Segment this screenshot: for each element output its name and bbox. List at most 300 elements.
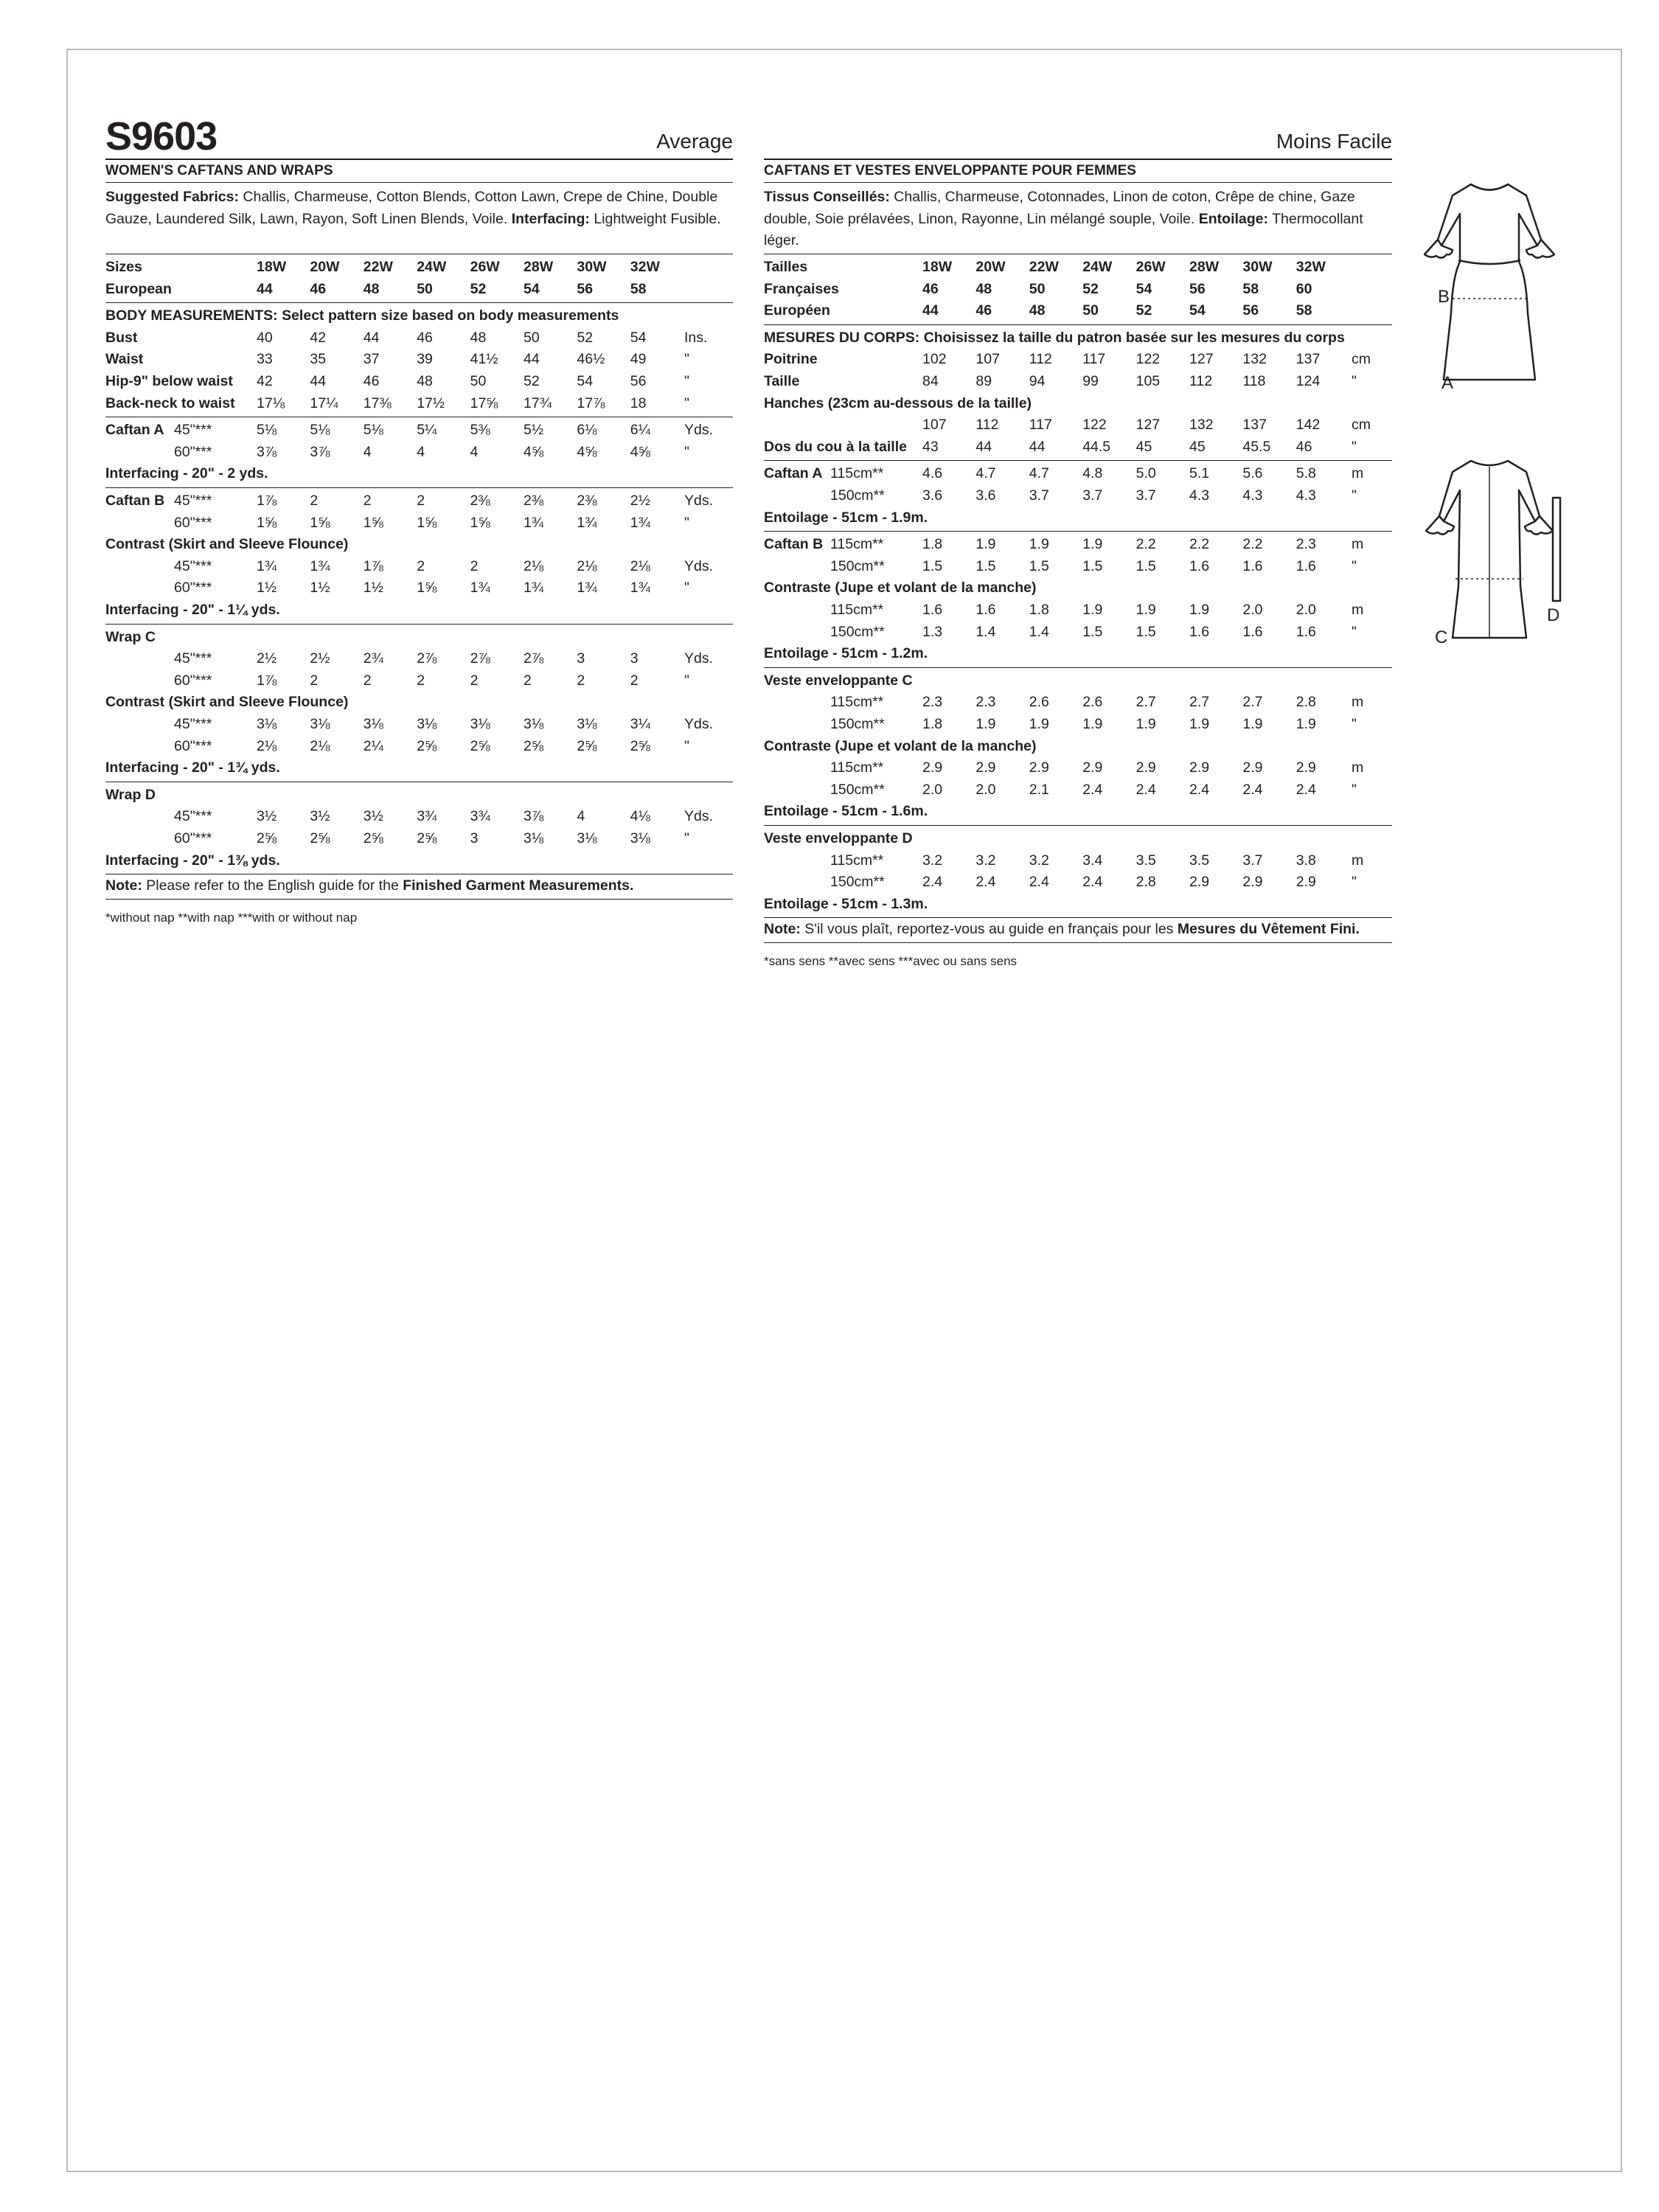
size-value: 40: [257, 329, 273, 346]
row-label: Contraste (Jupe et volant de la manche): [764, 580, 1037, 597]
row-label: BODY MEASUREMENTS: Select pattern size based on body measurements: [105, 307, 619, 324]
size-value: 54: [577, 373, 594, 389]
size-value: 2⅛: [630, 557, 650, 574]
size-value: 2.4: [975, 874, 996, 891]
unit-label: ": [1352, 557, 1357, 574]
size-value: 2⅞: [470, 650, 490, 667]
page-border: [66, 49, 1622, 2172]
size-value: 2⅝: [630, 737, 650, 754]
size-value: 3.6: [975, 487, 996, 504]
row-label: Interfacing - 20" - 2 yds.: [105, 465, 268, 482]
row-label: Contrast (Skirt and Sleeve Flounce): [105, 694, 349, 711]
fabrics-paragraph: [105, 187, 733, 230]
fabric-width: 60"***: [174, 737, 212, 754]
size-value: 2.9: [1242, 874, 1263, 891]
divider: [105, 624, 733, 625]
size-value: 58: [1295, 302, 1312, 319]
size-value: 1¾: [524, 514, 544, 531]
size-value: 17⅛: [257, 394, 285, 411]
row-label: Caftan B: [105, 493, 165, 509]
size-value: 52: [1135, 302, 1152, 319]
size-value: 3¾: [470, 808, 490, 825]
size-value: 2: [577, 672, 585, 689]
difficulty-level: Average: [656, 130, 733, 153]
divider: [105, 302, 733, 303]
size-value: 2.3: [975, 694, 996, 711]
size-value: 44: [922, 302, 939, 319]
size-value: 3¼: [630, 716, 650, 732]
size-value: 99: [1082, 373, 1099, 389]
size-value: 39: [417, 351, 433, 368]
size-value: 50: [1029, 280, 1046, 297]
size-value: 50: [1082, 302, 1099, 319]
size-value: 2½: [257, 650, 277, 667]
row-label: Bust: [105, 329, 138, 346]
size-value: 2⅛: [257, 737, 277, 754]
size-value: 2⅞: [417, 650, 437, 667]
divider: [105, 159, 733, 160]
size-value: 1⅝: [363, 514, 383, 531]
size-value: 30W: [577, 259, 607, 275]
fabric-width: 115cm**: [830, 465, 884, 482]
size-value: 54: [524, 280, 540, 297]
size-value: 122: [1135, 351, 1161, 368]
unit-label: ": [1352, 623, 1357, 640]
unit-label: cm: [1352, 351, 1371, 368]
size-value: 44: [1029, 438, 1046, 455]
row-label: Interfacing - 20" - 1⅜ yds.: [105, 852, 280, 869]
size-value: 4.3: [1295, 487, 1316, 504]
view-label-b: B: [1438, 287, 1450, 307]
size-value: 3.5: [1189, 852, 1210, 869]
size-value: 22W: [1029, 259, 1059, 275]
size-value: 56: [1189, 280, 1206, 297]
unit-label: m: [1352, 852, 1364, 869]
view-label-d: D: [1547, 605, 1560, 625]
unit-label: ": [684, 672, 689, 689]
size-value: 45.5: [1242, 438, 1271, 455]
size-value: 3⅞: [524, 808, 544, 825]
divider: [764, 667, 1392, 668]
size-value: 94: [1029, 373, 1046, 389]
size-value: 2: [310, 493, 319, 509]
fabrics-text: Challis, Charmeuse, Cotton Blends, Cotton Lawn, Crepe de Chine, Double Gauze, Laundered Silk, Lawn, Rayon, Soft Linen Blends, Voile.: [105, 189, 718, 227]
size-value: 2.4: [1135, 781, 1156, 798]
size-value: 2½: [630, 493, 650, 509]
size-value: 58: [1242, 280, 1259, 297]
interfacing-label: Interfacing:: [511, 210, 590, 227]
size-value: 46: [310, 280, 327, 297]
fabric-width: 150cm**: [830, 487, 885, 504]
size-value: 137: [1295, 351, 1321, 368]
row-label: Taille: [764, 373, 800, 389]
divider: [105, 899, 733, 900]
size-value: 5.8: [1295, 465, 1316, 482]
size-value: 1.9: [975, 716, 996, 732]
size-value: 3⅞: [310, 443, 330, 460]
size-value: 2.2: [1242, 536, 1263, 553]
fabric-width: 45"***: [174, 808, 212, 825]
size-value: 3⅛: [470, 716, 490, 732]
row-label: Waist: [105, 351, 144, 368]
size-value: 2¾: [363, 650, 383, 667]
size-value: 1.5: [1135, 623, 1156, 640]
size-value: 3: [470, 830, 479, 846]
size-value: 1.9: [1295, 716, 1316, 732]
size-value: 4.3: [1189, 487, 1210, 504]
size-value: 3⅛: [524, 830, 544, 846]
size-value: 3½: [257, 808, 277, 825]
size-value: 3⅛: [524, 716, 544, 732]
divider: [764, 825, 1392, 826]
size-value: 2⅝: [577, 737, 597, 754]
size-value: 17¼: [310, 394, 338, 411]
size-value: 1.5: [1135, 557, 1156, 574]
size-value: 2.3: [1295, 536, 1316, 553]
wrap-c-d-drawing: [1426, 461, 1560, 638]
size-value: 1⅝: [417, 580, 437, 597]
size-value: 1.5: [1029, 557, 1049, 574]
size-value: 3¾: [417, 808, 437, 825]
divider: [764, 531, 1392, 532]
size-value: 2.4: [1082, 781, 1103, 798]
size-value: 50: [524, 329, 540, 346]
size-value: 2: [470, 557, 479, 574]
size-value: 3.6: [922, 487, 943, 504]
size-value: 1¾: [577, 580, 597, 597]
pattern-title: CAFTANS ET VESTES ENVELOPPANTE POUR FEMMES: [764, 163, 1136, 178]
size-value: 1¾: [630, 514, 650, 531]
size-value: 24W: [417, 259, 447, 275]
size-value: 142: [1295, 417, 1321, 434]
size-value: 18: [630, 394, 647, 411]
size-value: 2.2: [1189, 536, 1210, 553]
size-value: 127: [1135, 417, 1161, 434]
unit-label: Yds.: [684, 493, 714, 509]
row-label: Interfacing - 20" - 1¼ yds.: [105, 602, 280, 618]
fabric-width: 60"***: [174, 830, 212, 846]
size-value: 4⅝: [577, 443, 597, 460]
size-value: 5.0: [1135, 465, 1156, 482]
size-value: 3.8: [1295, 852, 1316, 869]
unit-label: m: [1352, 694, 1364, 711]
size-value: 2⅝: [417, 737, 437, 754]
size-value: 41½: [470, 351, 498, 368]
size-value: 46: [922, 280, 939, 297]
size-value: 1¾: [470, 580, 490, 597]
size-value: 1.9: [1189, 716, 1210, 732]
size-value: 44: [524, 351, 540, 368]
size-value: 3.7: [1242, 852, 1263, 869]
size-value: 2.4: [1242, 781, 1263, 798]
fabric-width: 115cm**: [830, 759, 884, 776]
size-value: 42: [257, 373, 273, 389]
row-label: European: [105, 280, 172, 297]
size-value: 1.6: [1295, 623, 1316, 640]
size-value: 17⅞: [577, 394, 605, 411]
size-value: 1.6: [1242, 623, 1263, 640]
size-value: 4.7: [1029, 465, 1049, 482]
size-value: 1.4: [1029, 623, 1049, 640]
size-value: 2⅛: [310, 737, 330, 754]
size-value: 1.5: [975, 557, 996, 574]
size-value: 2.8: [1295, 694, 1316, 711]
size-value: 17⅝: [470, 394, 498, 411]
size-value: 3.7: [1082, 487, 1103, 504]
fabric-width: 60"***: [174, 443, 212, 460]
size-value: 2.9: [1242, 759, 1263, 776]
row-label: Sizes: [105, 259, 142, 275]
size-value: 2: [417, 493, 425, 509]
size-value: 2.7: [1135, 694, 1156, 711]
size-value: 54: [1189, 302, 1206, 319]
size-value: 2.4: [1189, 781, 1210, 798]
size-value: 132: [1242, 351, 1267, 368]
size-value: 56: [577, 280, 594, 297]
row-label: Caftan A: [764, 465, 823, 482]
size-value: 60: [1295, 280, 1312, 297]
size-value: 2: [417, 672, 425, 689]
size-value: 5⅜: [470, 422, 490, 439]
divider: [764, 460, 1392, 461]
unit-label: Yds.: [684, 716, 714, 732]
size-value: 2⅝: [524, 737, 544, 754]
size-value: 1⅞: [363, 557, 383, 574]
size-value: 105: [1135, 373, 1161, 389]
unit-label: ": [1352, 781, 1357, 798]
unit-label: m: [1352, 602, 1364, 618]
unit-label: ": [684, 443, 689, 460]
size-value: 1.9: [1082, 602, 1103, 618]
unit-label: ": [684, 580, 689, 597]
size-value: 137: [1242, 417, 1267, 434]
size-value: 1.9: [1029, 536, 1049, 553]
fabric-width: 115cm**: [830, 852, 884, 869]
size-value: 2.9: [1082, 759, 1103, 776]
size-value: 2.3: [922, 694, 943, 711]
note-text: Please refer to the English guide for the: [146, 877, 399, 894]
view-label-a: A: [1441, 373, 1454, 393]
interfacing-text: Thermocollant léger.: [764, 210, 1363, 248]
size-value: 18W: [257, 259, 287, 275]
fabric-width: 60"***: [174, 514, 212, 531]
size-value: 52: [470, 280, 487, 297]
size-value: 4: [363, 443, 372, 460]
fabric-width: 45"***: [174, 650, 212, 667]
row-label: Dos du cou à la taille: [764, 438, 907, 455]
fabric-width: 150cm**: [830, 781, 885, 798]
size-value: 1.9: [1082, 716, 1103, 732]
row-label: Veste enveloppante C: [764, 672, 913, 689]
size-value: 1.6: [1189, 623, 1210, 640]
size-value: 1¾: [630, 580, 650, 597]
interfacing-text: Lightweight Fusible.: [594, 210, 721, 227]
size-value: 2.6: [1082, 694, 1103, 711]
note-line: [764, 919, 1360, 941]
row-label: Interfacing - 20" - 1¾ yds.: [105, 759, 280, 776]
fabric-width: 60"***: [174, 580, 212, 597]
size-value: 48: [363, 280, 380, 297]
size-value: 48: [470, 329, 487, 346]
row-label: Wrap C: [105, 628, 156, 645]
size-value: 2⅛: [524, 557, 544, 574]
size-value: 52: [1082, 280, 1099, 297]
fabric-width: 45"***: [174, 716, 212, 732]
size-value: 4⅝: [524, 443, 544, 460]
size-value: 2.4: [922, 874, 943, 891]
divider: [764, 942, 1392, 943]
size-value: 4.6: [922, 465, 943, 482]
size-value: 2.0: [1242, 602, 1263, 618]
note-label: Note:: [764, 921, 801, 938]
size-value: 2.9: [1295, 759, 1316, 776]
note-line: [105, 875, 633, 897]
size-value: 4: [470, 443, 479, 460]
size-value: 54: [630, 329, 647, 346]
size-value: 1¾: [310, 557, 330, 574]
size-value: 132: [1189, 417, 1214, 434]
fabric-width: 60"***: [174, 672, 212, 689]
size-value: 50: [470, 373, 487, 389]
size-value: 1.9: [1029, 716, 1049, 732]
size-value: 5⅛: [310, 422, 330, 439]
size-value: 2⅝: [470, 737, 490, 754]
size-value: 4.8: [1082, 465, 1103, 482]
size-value: 1½: [310, 580, 330, 597]
note-emphasis: Finished Garment Measurements.: [403, 877, 634, 894]
size-value: 2.9: [922, 759, 943, 776]
size-value: 56: [630, 373, 647, 389]
divider: [764, 324, 1392, 325]
unit-label: ": [684, 830, 689, 846]
divider: [105, 182, 733, 183]
size-value: 1.3: [922, 623, 943, 640]
size-value: 1.6: [922, 602, 943, 618]
size-value: 3⅛: [577, 716, 597, 732]
size-value: 33: [257, 351, 273, 368]
size-value: 107: [922, 417, 947, 434]
size-value: 46: [1295, 438, 1312, 455]
fabric-width: 45"***: [174, 493, 212, 509]
unit-label: ": [684, 394, 689, 411]
size-value: 1.6: [1295, 557, 1316, 574]
size-value: 1.5: [922, 557, 943, 574]
size-value: 122: [1082, 417, 1107, 434]
size-value: 20W: [310, 259, 340, 275]
size-value: 1.8: [922, 716, 943, 732]
size-value: 28W: [1189, 259, 1220, 275]
fabrics-label: Suggested Fabrics:: [105, 189, 239, 205]
row-label: Entoilage - 51cm - 1.6m.: [764, 803, 928, 820]
row-label: Hanches (23cm au-dessous de la taille): [764, 394, 1032, 411]
size-value: 56: [1242, 302, 1259, 319]
unit-label: Ins.: [684, 329, 708, 346]
fabrics-text: Challis, Charmeuse, Cotonnades, Linon de coton, Crêpe de chine, Gaze double, Soie prélavées, Linon, Rayonne, Lin mélangé souple, Voile.: [764, 189, 1355, 227]
note-label: Note:: [105, 877, 142, 894]
size-value: 3½: [363, 808, 383, 825]
unit-label: m: [1352, 465, 1364, 482]
size-value: 2.9: [1189, 874, 1210, 891]
size-value: 1.6: [975, 602, 996, 618]
size-value: 48: [975, 280, 992, 297]
size-value: 46½: [577, 351, 605, 368]
size-value: 3⅞: [257, 443, 277, 460]
size-value: 1.5: [1082, 557, 1103, 574]
row-label: Entoilage - 51cm - 1.3m.: [764, 895, 928, 912]
size-value: 112: [1029, 351, 1052, 368]
fabric-width: 150cm**: [830, 874, 885, 891]
size-value: 1¾: [257, 557, 277, 574]
row-label: Back-neck to waist: [105, 394, 235, 411]
size-value: 2.9: [1029, 759, 1049, 776]
fabric-width: 45"***: [174, 422, 212, 439]
caftan-a-b-drawing: [1425, 184, 1554, 380]
size-value: 3.4: [1082, 852, 1103, 869]
unit-label: ": [1352, 716, 1357, 732]
size-value: 1.9: [1189, 602, 1210, 618]
size-value: 2.8: [1135, 874, 1156, 891]
unit-label: ": [1352, 487, 1357, 504]
size-value: 3.2: [1029, 852, 1049, 869]
row-label: Entoilage - 51cm - 1.2m.: [764, 645, 928, 662]
row-label: Contraste (Jupe et volant de la manche): [764, 737, 1037, 754]
size-value: 2.0: [922, 781, 943, 798]
size-value: 102: [922, 351, 947, 368]
size-value: 4⅛: [630, 808, 650, 825]
fabric-width: 115cm**: [830, 694, 884, 711]
note-emphasis: Mesures du Vêtement Fini.: [1177, 921, 1360, 938]
size-value: 1⅝: [257, 514, 277, 531]
divider: [764, 917, 1392, 918]
size-value: 50: [417, 280, 433, 297]
size-value: 1⅝: [417, 514, 437, 531]
size-value: 2.6: [1029, 694, 1049, 711]
unit-label: Yds.: [684, 557, 714, 574]
size-value: 44: [310, 373, 327, 389]
size-value: 1.6: [1189, 557, 1210, 574]
size-value: 2: [310, 672, 319, 689]
pattern-title: WOMEN'S CAFTANS AND WRAPS: [105, 163, 333, 178]
size-value: 2⅝: [310, 830, 330, 846]
unit-label: ": [1352, 373, 1357, 389]
size-value: 2: [363, 672, 372, 689]
size-value: 2.9: [1189, 759, 1210, 776]
unit-label: m: [1352, 536, 1364, 553]
view-label-c: C: [1435, 627, 1448, 645]
unit-label: m: [1352, 759, 1364, 776]
size-value: 2.4: [1029, 874, 1049, 891]
size-value: 32W: [630, 259, 660, 275]
size-value: 48: [1029, 302, 1046, 319]
size-value: 5¼: [417, 422, 437, 439]
size-value: 2⅞: [524, 650, 544, 667]
size-value: 3⅛: [417, 716, 437, 732]
unit-label: cm: [1352, 417, 1371, 434]
row-label: Hip-9" below waist: [105, 373, 233, 389]
size-value: 22W: [363, 259, 393, 275]
size-value: 3.2: [922, 852, 943, 869]
size-value: 2⅝: [417, 830, 437, 846]
difficulty-level: Moins Facile: [1276, 130, 1392, 153]
size-value: 1⅞: [257, 493, 277, 509]
size-value: 4: [417, 443, 425, 460]
size-value: 1½: [257, 580, 277, 597]
size-value: 1.9: [1082, 536, 1103, 553]
size-value: 117: [1029, 417, 1052, 434]
size-value: 5.1: [1189, 465, 1210, 482]
unit-label: ": [684, 351, 689, 368]
size-value: 37: [363, 351, 380, 368]
